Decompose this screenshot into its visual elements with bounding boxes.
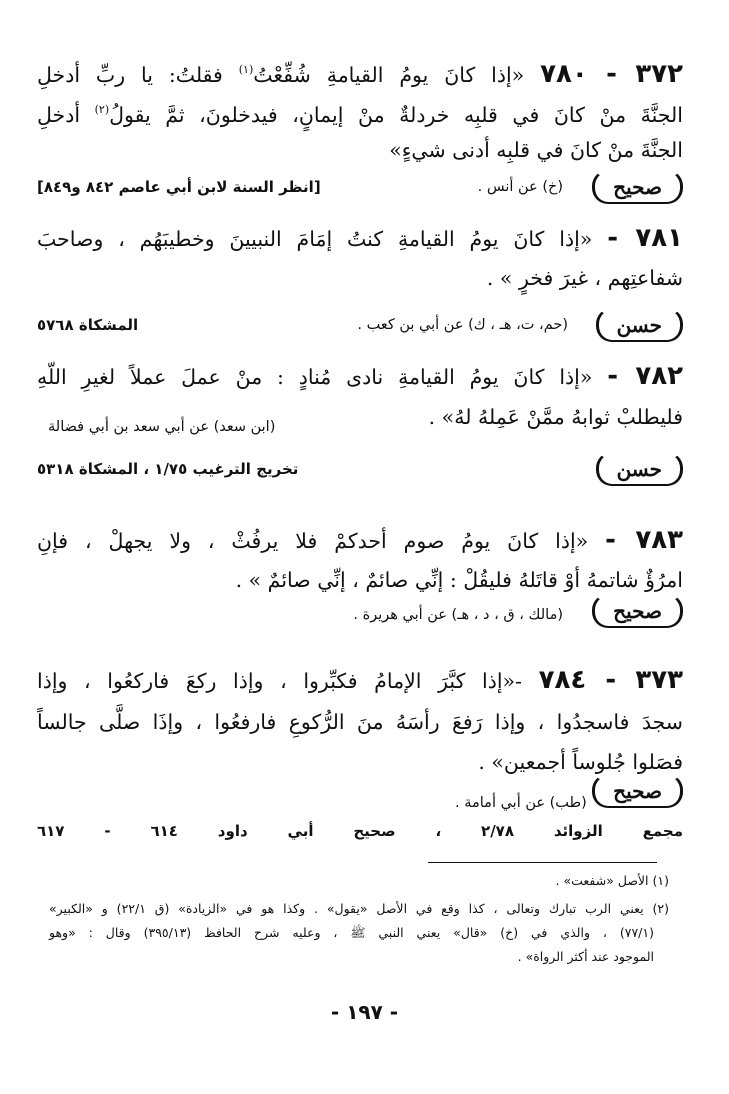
hadith-784-line-2: سجدَ فاسجدُوا ، وإذا رَفعَ رأسَهُ منَ الرُّكوعِ فارفعُوا ، وإذَا صلَّى جالساً: [37, 710, 683, 734]
hadith-780-number: ٣٧٢ - ٧٨٠: [540, 59, 683, 89]
footnote-marker-1: (١): [238, 63, 254, 76]
footnote-marker-2: (٢): [94, 103, 110, 116]
hadith-784-number: ٣٧٣ - ٧٨٤: [538, 665, 683, 695]
hadith-783-narrator: (مالك ، ق ، د ، هـ) عن أبي هريرة .: [353, 607, 563, 623]
hadith-781-narrator: (حم، ت، هـ ، ك) عن أبي بن كعب .: [357, 317, 568, 333]
hadith-782-reference: تخريج الترغيب ١/٧٥ ، المشكاة ٥٣١٨: [37, 460, 299, 478]
hadith-782-line-1: [37, 356, 683, 397]
hadith-783-line-1: [37, 520, 683, 561]
hadith-780-narrator: (خ) عن أنس .: [477, 179, 563, 195]
hadith-784-narrator: (طب) عن أبي أمامة .: [455, 795, 587, 811]
hadith-780-text-1a: «إذا كانَ يومُ القيامةِ شُفِّعْتُ: [253, 63, 525, 87]
hadith-784-text-1: -«إذا كبَّرَ الإمامُ فكبِّروا ، وإذا ركعَ فاركعُوا ، وإذا: [37, 669, 522, 693]
hadith-781-source: [37, 308, 683, 342]
hadith-780-line-1: [37, 50, 683, 95]
hadith-781-number: ٧٨١ -: [607, 223, 683, 253]
hadith-781-line-2: شفاعتِهم ، غيرَ فخرٍ » .: [486, 266, 683, 290]
hadith-784-source: [37, 774, 683, 804]
hadith-783-line-2: امرُؤٌ شاتمهُ أوْ قاتَلهُ فليقُلْ : إنِّي صائمٌ ، إنِّي صائمٌ » .: [235, 568, 683, 592]
hadith-782-number: ٧٨٢ -: [607, 361, 683, 391]
hadith-781-grade: حسن: [596, 308, 683, 342]
hadith-784-line-1: [37, 660, 683, 701]
hadith-784-grade: صحيح: [592, 774, 683, 808]
hadith-782-text-1: «إذا كانَ يومُ القيامةِ نادى مُنادٍ : منْ عملَ عملاً لغيرِ اللّهِ: [37, 365, 593, 389]
hadith-780-text-1b: فقلتُ: يا ربِّ أدخلِ: [37, 63, 239, 87]
hadith-781-reference: المشكاة ٥٧٦٨: [37, 316, 139, 334]
page-number: - ١٩٧ -: [330, 1000, 399, 1024]
hadith-782-grade: حسن: [596, 452, 683, 486]
footnote-2-line-2: (٧٧/١) ، والذي في (خ) «قال» يعني النبي ﷺ ، وعليه شرح الحافظ (٣٩٥/١٣) وقال : «وهو: [49, 925, 654, 940]
hadith-783-text-1: «إذا كانَ يومُ صوم أحدكمْ فلا يرفُثْ ، ولا يجهلْ ، فإنِ: [37, 529, 589, 553]
hadith-781-line-1: [37, 218, 683, 259]
footnote-separator: [428, 862, 657, 863]
hadith-780-text-2: الجنَّةَ منْ كانَ في قلبِه خردلةٌ منْ إيمانٍ، فيدخلونَ، ثمَّ يقولُ: [109, 103, 683, 127]
hadith-781-text-1: «إذا كانَ يومُ القيامةِ كنتُ إمَامَ النبيينَ وخطيبَهُم ، وصاحبَ: [37, 227, 593, 251]
footnote-2-line-1: (٢) يعني الرب تبارك وتعالى ، كذا وقع في الأصل «يقول» . وكذا هو في «الزيادة» (ق ٢٢/١) و «الكبير»: [49, 901, 669, 916]
footnote-2-line-3: الموجود عند أكثر الرواة» .: [517, 949, 654, 964]
footnote-1: (١) الأصل «شفعت» .: [555, 873, 669, 888]
hadith-784-reference: مجمع الزوائد ٢/٧٨ ، صحيح أبي داود ٦١٤ - ٦١٧: [37, 822, 684, 840]
hadith-780-line-2: [37, 90, 683, 135]
hadith-780-reference: [انظر السنة لابن أبي عاصم ٨٤٢ و٨٤٩]: [37, 178, 321, 196]
hadith-784-line-3: فصَلوا جُلوساً أجمعين» .: [478, 750, 683, 774]
hadith-780-grade: صحيح: [592, 170, 683, 204]
hadith-782-source: [37, 452, 683, 486]
hadith-783-source: [37, 594, 683, 628]
hadith-782-line-2: فليطلبْ ثوابهُ ممَّنْ عَمِلهُ لهُ» .: [428, 405, 683, 429]
hadith-782-narrator: (ابن سعد) عن أبي سعد بن أبي فضالة: [48, 419, 276, 435]
hadith-780-text-2b: أدخلِ: [37, 103, 95, 127]
hadith-780-line-3: الجنَّةَ منْ كانَ في قلبِه أدنى شيءٍ»: [389, 138, 683, 162]
hadith-780-source: [37, 170, 683, 204]
hadith-783-grade: صحيح: [592, 594, 683, 628]
hadith-783-number: ٧٨٣ -: [605, 525, 683, 555]
hadith-784-reference-row: [37, 820, 683, 846]
